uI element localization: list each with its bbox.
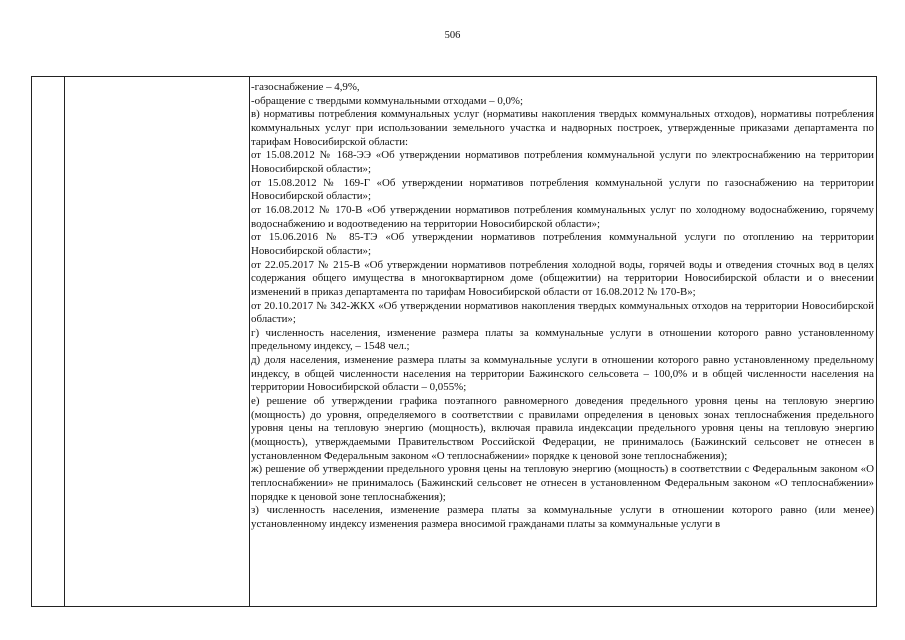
paragraph-e-schedule: е) решение об утверждении графика поэтапного равномерного доведения предельного уровня цены на тепловую энергию (мощность) до уровня, определяемого в соответствии с правилами определения в ценовых зонах теплоснабжения предельного уровня цены на тепловую энергию (мощность), включая правила индексации предельного уровня цены на тепловую энергию (мощность), утверждаемыми Правительством Российской Федерации, не принималось (Бажинский сельсовет не отнесен в установленном Федеральным законом «О теплоснабжении» порядке к ценовой зоне теплоснабжения);: [251, 395, 874, 462]
page-number: 506: [444, 30, 461, 41]
paragraph-order-168: от 15.08.2012 № 168-ЭЭ «Об утверждении нормативов потребления коммунальной услуги по электроснабжению на территории Новосибирской области»;: [251, 149, 874, 175]
paragraph-order-85: от 15.06.2016 № 85-ТЭ «Об утверждении нормативов потребления коммунальной услуги по отоплению на территории Новосибирской области»;: [251, 231, 874, 257]
paragraph-v-norms: в) нормативы потребления коммунальных услуг (нормативы накопления твердых коммунальных отходов), нормативы потребления коммунальных услуг при использовании земельного участка и надворных построек, утвержденные приказами департамента по тарифам Новосибирской области:: [251, 108, 874, 148]
paragraph-z-population: з) численность населения, изменение размера платы за коммунальные услуги в отношении которого равно (или менее) установленному индексу изменения размера вносимой гражданами платы за коммунальные услуги в: [251, 504, 874, 530]
column-divider-2: [249, 77, 250, 606]
paragraph-waste: -обращение с твердыми коммунальными отходами – 0,0%;: [251, 94, 524, 107]
table-text-cell: [251, 81, 874, 604]
column-divider-1: [64, 77, 65, 606]
paragraph-order-170: от 16.08.2012 № 170-В «Об утверждении нормативов потребления коммунальных услуг по холодному водоснабжению, горячему водоснабжению и водоотведению на территории Новосибирской области»;: [251, 203, 874, 230]
paragraph-d-share: д) доля населения, изменение размера платы за коммунальные услуги в отношении которого равно установленному предельному индексу, в общей численности населения на территории Бажинского сельсовета – 100,0% и в общей численности населения на территории Новосибирской области – 0,055%;: [251, 354, 874, 394]
paragraph-order-342: от 20.10.2017 № 342-ЖКХ «Об утверждении нормативов накопления твердых коммунальных отходов на территории Новосибирской области»;: [251, 299, 874, 326]
paragraph-zh-price-level: ж) решение об утверждении предельного уровня цены на тепловую энергию (мощность) в соответствии с Федеральным законом «О теплоснабжении» не принималось (Бажинский сельсовет не отнесен в установленном Федеральным законом «О теплоснабжении» порядке к ценовой зоне теплоснабжения);: [251, 463, 874, 503]
paragraph-order-215: от 22.05.2017 № 215-В «Об утверждении нормативов потребления холодной воды, горячей воды и отведения сточных вод в целях содержания общего имущества в многоквартирном доме (общежитии) на территории Новосибирской области и о внесении изменений в приказ департамента по тарифам Новосибирской области от 16.08.2012 № 170-В»;: [251, 258, 874, 298]
document-table: [31, 76, 877, 607]
paragraph-order-169: от 15.08.2012 № 169-Г «Об утверждении нормативов потребления коммунальной услуги по газоснабжению на территории Новосибирской области»;: [251, 176, 874, 203]
paragraph-g-population: г) численность населения, изменение размера платы за коммунальные услуги в отношении которого равно установленному предельному индексу, – 1548 чел.;: [251, 326, 874, 353]
paragraph-gas: -газоснабжение – 4,9%,: [251, 81, 360, 93]
